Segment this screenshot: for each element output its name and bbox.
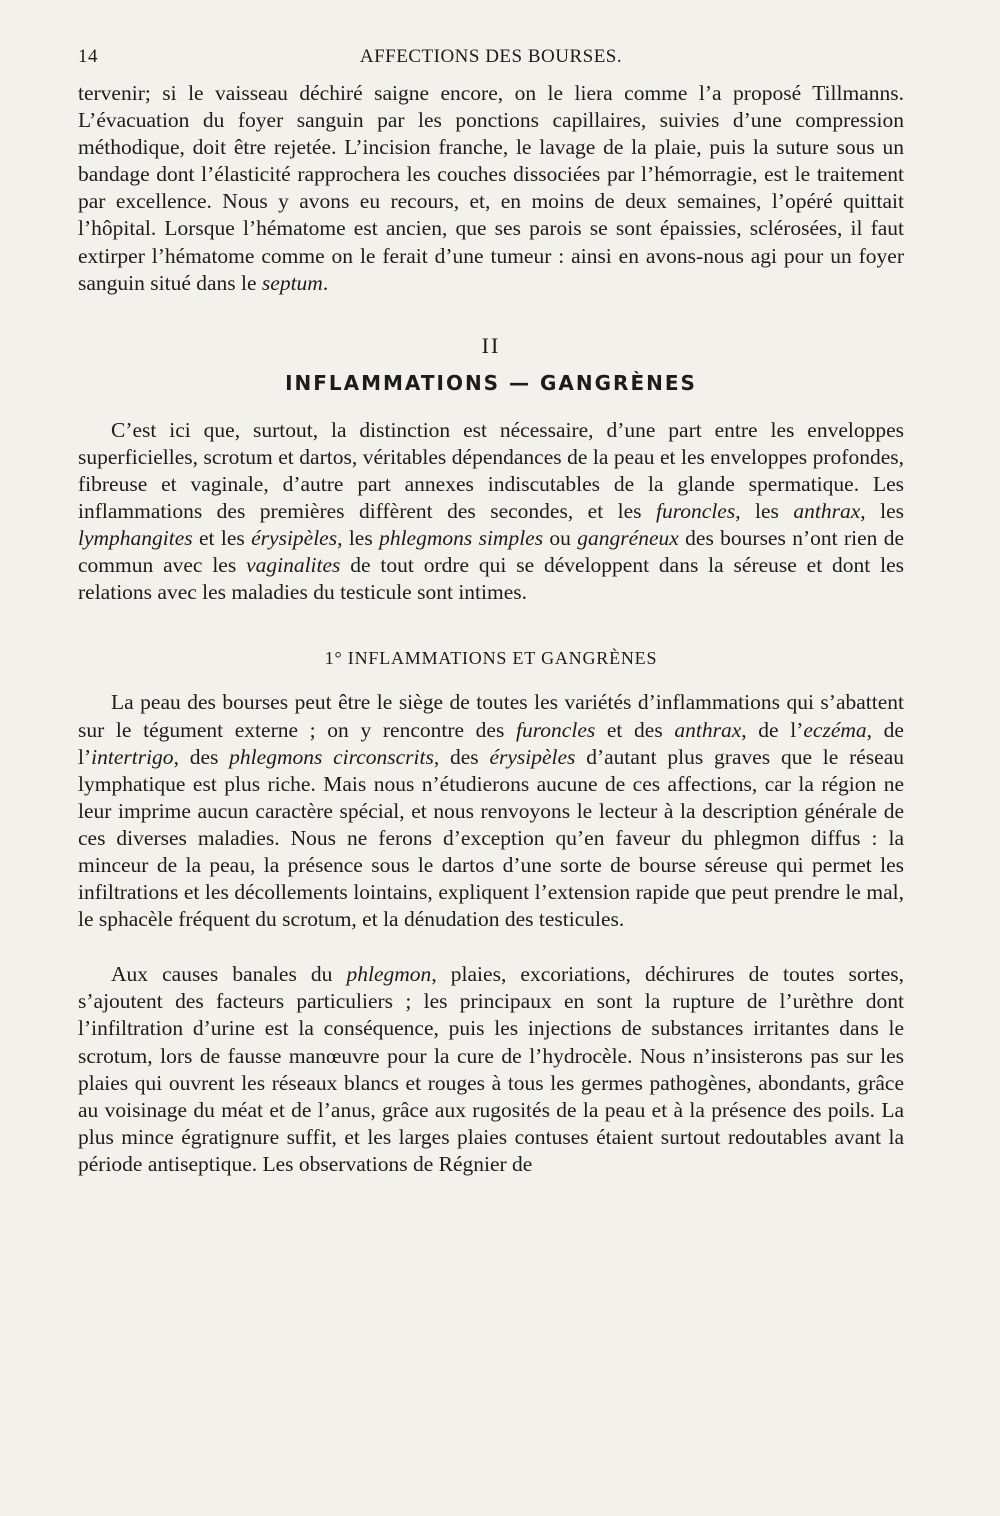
italic-term: intertrigo (91, 744, 174, 769)
paragraph-distinction (78, 417, 904, 607)
paragraph-text: , des (173, 744, 230, 769)
paragraph-text: , les (860, 499, 904, 524)
italic-term: furoncles (516, 717, 596, 742)
paragraph-text: , des (433, 744, 490, 769)
italic-term: érysipèles (251, 526, 338, 551)
paragraph-text: , de l’ (78, 717, 904, 769)
italic-term: septum (261, 270, 323, 295)
paragraph-skin-inflammations (78, 689, 904, 933)
paragraph-hematome-treatment (78, 80, 904, 297)
paragraph-text: . (322, 270, 329, 295)
paragraph-phlegmon-causes (78, 961, 904, 1178)
italic-term: furoncles (655, 499, 736, 524)
section-title: INFLAMMATIONS — GANGRÈNES (285, 370, 697, 395)
paragraph-text: et les (192, 526, 252, 551)
paragraph-text: La peau des bourses peut être le siège de toutes les variétés d’inflammations qui s’abattent sur le tégument externe ; on y rencontre des (78, 690, 904, 742)
paragraph-text: ou (543, 526, 578, 551)
italic-term: eczéma (803, 717, 867, 742)
paragraph-text: , plaies, excoriations, déchirures de toutes sortes, s’ajoutent des facteurs particuliers ; les principaux en sont la rupture de l’urèthre dont l’infiltration d’urine est la conséquence, puis les injections de substances irritantes dans le scrotum, lors de fausse manœuvre pour la cure de l’hydrocèle. Nous n’insisterons pas sur les plaies qui ouvrent les réseaux blancs et rouges à tous les germes pathogènes, abondants, grâce au voisinage du méat et de l’anus, grâce aux rugosités de la peau et à la présence des poils. La plus mince égratignure suffit, et les larges plaies contuses étaient surtout redoutables avant la période antiseptique. Les observations de Régnier de (78, 962, 904, 1176)
running-head (78, 40, 904, 80)
paragraph-text: de tout ordre qui se développent dans la séreuse et dont les relations avec les maladies du testicule sont intimes. (78, 553, 904, 605)
section-number: II (481, 332, 501, 358)
italic-term: phlegmons simples (379, 526, 544, 551)
paragraph-text: , les (337, 526, 380, 551)
subsection-title: 1° INFLAMMATIONS ET GANGRÈNES (324, 648, 658, 669)
italic-term: vaginalites (246, 553, 341, 578)
italic-term: anthrax (674, 717, 742, 742)
paragraph-text: d’autant plus graves que le réseau lymphatique est plus riche. Mais nous n’étudierons aucune de ces affections, car la région ne leur imprime aucun caractère spécial, et nous renvoyons le lecteur à la description générale de ces diverses maladies. Nous ne ferons d’exception qu’en faveur du phlegmon diffus : la minceur de la peau, la présence sous le dartos d’une sorte de bourse séreuse qui permet les infiltrations et les décollements lointains, expliquent l’extension rapide que peut prendre le mal, le sphacèle fréquent du scrotum, et la dénudation des testicules. (78, 744, 904, 932)
italic-term: anthrax (793, 499, 861, 524)
paragraph-text: des bourses n’ont rien de commun avec les (78, 526, 905, 578)
paragraph-text: , de l’ (741, 717, 804, 742)
italic-term: lymphangites (78, 526, 193, 551)
page-number: 14 (78, 46, 98, 67)
paragraph-text: et des (595, 717, 675, 742)
italic-term: gangréneux (577, 526, 679, 551)
spacer (78, 407, 904, 417)
paragraph-text: C’est ici que, surtout, la distinction est nécessaire, d’une part entre les enveloppes superficielles, scrotum et dartos, véritables dépendances de la peau et les enveloppes profondes, fibreuse et vaginale, d’autre part annexes indiscutables de la glande spermatique. Les inflammations des premières diffèrent des secondes, et les (78, 417, 904, 524)
paragraph-text: , les (735, 499, 794, 524)
book-page (78, 40, 904, 1178)
italic-term: érysipèles (489, 744, 576, 769)
spacer (78, 933, 904, 961)
italic-term: phlegmons circonscrits (229, 744, 434, 769)
paragraph-text: Aux causes banales du (111, 962, 347, 987)
italic-term: phlegmon (346, 962, 432, 987)
paragraph-text: tervenir; si le vaisseau déchiré saigne encore, on le liera comme l’a proposé Tillmanns. L’évacuation du foyer sanguin par les ponctions capillaires, suivies d’une compression méthodique, doit être rejetée. L’incision franche, le lavage de la plaie, puis la suture sous un bandage dont l’élasticité rapprochera les couches dissociées par l’hémorragie, est le traitement par excellence. Nous y avons eu recours, et, en moins de deux semaines, l’opéré quittait l’hôpital. Lorsque l’hématome est ancien, que ses parois se sont épaissies, sclérosées, il faut extirper l’hématome comme on le ferait d’une tumeur : ainsi en avons-nous agi pour un foyer sanguin situé dans le (78, 81, 904, 295)
running-title: AFFECTIONS DES BOURSES. (359, 46, 623, 67)
